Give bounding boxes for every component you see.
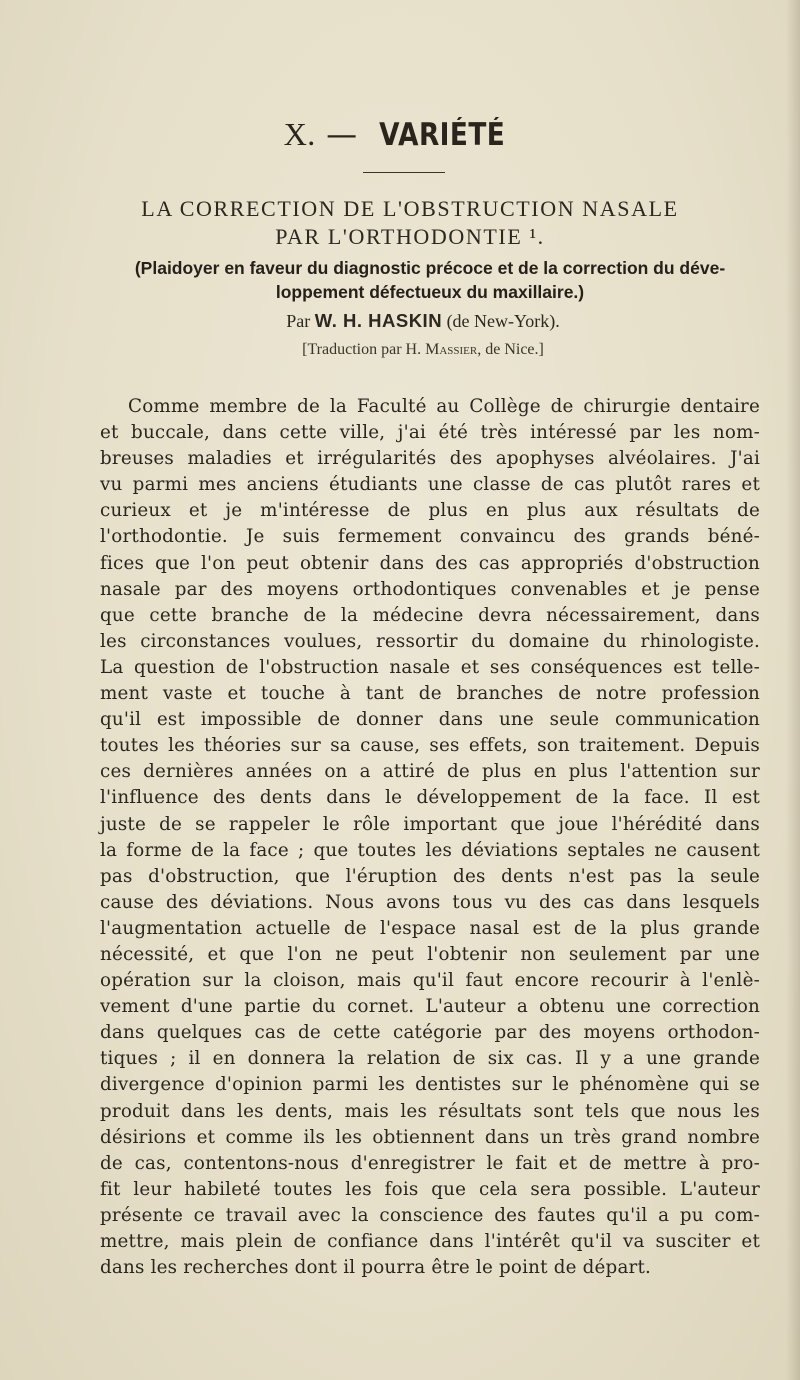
body-line: désirions et comme ils les obtiennent dans un très grand nombre xyxy=(100,1126,760,1148)
section-heading xyxy=(0,116,800,153)
body-line: de cas, contentons-nous d'enregistrer le fait et de mettre à pro- xyxy=(100,1152,760,1174)
body-line: vement d'une partie du cornet. L'auteur a obtenu une correction xyxy=(100,996,760,1018)
byline-prefix: Par xyxy=(286,311,311,331)
body-line: fices que l'on peut obtenir dans des cas appropriés d'obstruction xyxy=(100,552,760,574)
body-line: l'orthodontie. Je suis fermement convaincu des grands béné- xyxy=(100,526,760,548)
translator-name: H. Massier xyxy=(405,341,478,358)
body-line: cause des déviations. Nous avons tous vu des cas dans lesquels xyxy=(100,891,760,913)
subtitle-line-2: loppement défectueux du maxillaire.) xyxy=(275,282,585,302)
article-title-line-2: PAR L'ORTHODONTIE ¹. xyxy=(275,224,545,249)
body-line: la forme de la face ; que toutes les déviations septales ne causent xyxy=(100,839,760,861)
translation-credit xyxy=(0,341,800,359)
body-line: La question de l'obstruction nasale et ses conséquences est telle- xyxy=(100,656,760,678)
body-line: nécessité, et que l'on ne peut l'obtenir non seulement par une xyxy=(100,943,760,965)
body-line: opération sur la cloison, mais qu'il faut encore recourir à l'enlè- xyxy=(100,970,760,992)
body-line: breuses maladies et irrégularités des apophyses alvéolaires. J'ai xyxy=(100,448,760,470)
body-line: l'augmentation actuelle de l'espace nasal est de la plus grande xyxy=(100,917,760,939)
body-line: curieux et je m'intéresse de plus en plus aux résultats de xyxy=(100,500,760,522)
body-line: Comme membre de la Faculté au Collège de chirurgie dentaire xyxy=(128,396,760,417)
body-line: ces dernières années on a attiré de plus en plus l'attention sur xyxy=(100,761,760,783)
byline xyxy=(0,310,800,332)
article-title-line-1: LA CORRECTION DE L'OBSTRUCTION NASALE xyxy=(141,196,679,221)
translation-suffix: , de Nice.] xyxy=(477,341,544,358)
section-title: VARIÉTÉ xyxy=(379,117,506,153)
translation-prefix: [Traduction par xyxy=(302,341,402,358)
body-line: mettre, mais plein de confiance dans l'intérêt qu'il va susciter et xyxy=(100,1231,760,1252)
body-line: présente ce travail avec la conscience des fautes qu'il a pu com- xyxy=(100,1204,760,1226)
body-line: vu parmi mes anciens étudiants une classe de cas plutôt rares et xyxy=(100,474,760,496)
body-line: produit dans les dents, mais les résultats sont tels que nous les xyxy=(100,1100,760,1122)
heading-rule xyxy=(363,172,445,173)
body-paragraph xyxy=(100,394,760,1281)
body-line: nasale par des moyens orthodontiques convenables et je pense xyxy=(100,578,760,600)
author-name: W. H. HASKIN xyxy=(314,310,443,331)
body-line: et buccale, dans cette ville, j'ai été très intéressé par les nom- xyxy=(100,422,760,444)
body-line: ment vaste et touche à tant de branches de notre profession xyxy=(100,683,760,705)
body-line: dans quelques cas de cette catégorie par des moyens orthodon- xyxy=(100,1022,760,1044)
body-line: qu'il est impossible de donner dans une seule communication xyxy=(100,709,760,731)
page-edge-shadow xyxy=(786,0,800,1380)
section-number: X. xyxy=(283,116,316,152)
body-line: dans les recherches dont il pourra être le point de départ. xyxy=(100,1257,652,1279)
byline-suffix: (de New-York). xyxy=(446,311,560,331)
subtitle-line-1: (Plaidoyer en faveur du diagnostic précoce et de la correction du déve- xyxy=(134,258,726,278)
body-line: les circonstances voulues, ressortir du domaine du rhinologiste. xyxy=(100,630,760,652)
body-line: l'influence des dents dans le développement de la face. Il est xyxy=(100,787,760,809)
body-line: toutes les théories sur sa cause, ses effets, son traitement. Depuis xyxy=(100,735,760,757)
body-line: juste de se rappeler le rôle important que joue l'hérédité dans xyxy=(100,813,760,835)
body-line: pas d'obstruction, que l'éruption des dents n'est pas la seule xyxy=(100,865,760,887)
body-line: fit leur habileté toutes les fois que cela sera possible. L'auteur xyxy=(100,1178,760,1200)
heading-dash: — xyxy=(326,117,358,153)
body-line: tiques ; il en donnera la relation de six cas. Il y a une grande xyxy=(100,1048,760,1070)
body-line: que cette branche de la médecine devra nécessairement, dans xyxy=(100,604,760,626)
body-line: divergence d'opinion parmi les dentistes sur le phénomène qui se xyxy=(100,1074,760,1096)
